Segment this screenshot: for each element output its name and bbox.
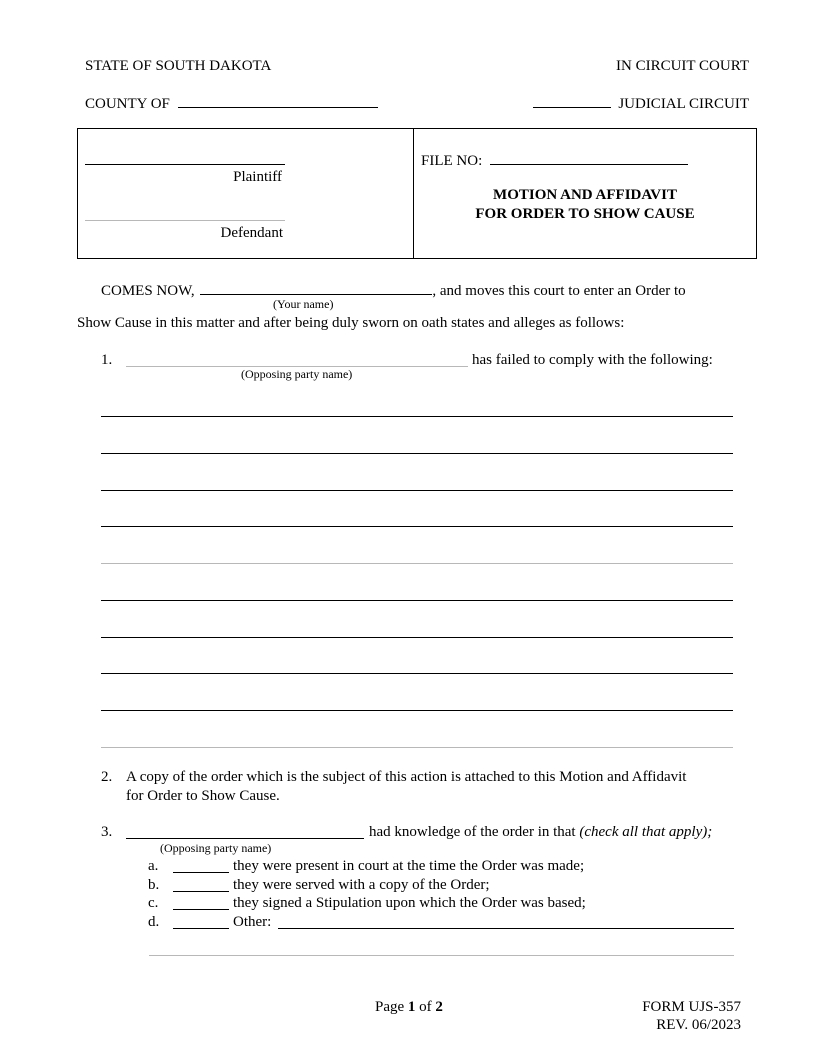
defendant-label: Defendant xyxy=(220,225,283,241)
page-word: Page xyxy=(375,999,405,1015)
file-no-field xyxy=(421,150,688,170)
circuit-field xyxy=(533,93,749,113)
option-c-text: they signed a Stipulation upon which the Order was based; xyxy=(233,895,586,911)
option-b-checkbox-blank[interactable] xyxy=(173,891,229,892)
item1-answer-line[interactable] xyxy=(101,637,733,638)
item3-instruction: (check all that apply); xyxy=(579,824,713,840)
item2-line2: for Order to Show Cause. xyxy=(126,788,280,804)
form-id: FORM UJS-357 xyxy=(642,999,741,1015)
document-title-line1: MOTION AND AFFIDAVIT xyxy=(493,187,677,203)
item1-answer-line[interactable] xyxy=(101,416,733,417)
option-a-letter: a. xyxy=(148,858,159,874)
page-of: of xyxy=(419,999,432,1015)
intro-line2: Show Cause in this matter and after being duly sworn on oath states and alleges as follows: xyxy=(77,315,625,331)
page-total: 2 xyxy=(435,999,443,1015)
state-name: STATE OF SOUTH DAKOTA xyxy=(85,58,272,74)
item1-answer-line[interactable] xyxy=(101,600,733,601)
defendant-name-blank[interactable] xyxy=(85,220,285,221)
county-field xyxy=(85,93,378,113)
item1-answer-line[interactable] xyxy=(101,747,733,748)
option-a-checkbox-blank[interactable] xyxy=(173,872,229,873)
item1-answer-line[interactable] xyxy=(101,563,733,564)
item1-number: 1. xyxy=(101,352,113,368)
item2-line1: A copy of the order which is the subject of this action is attached to this Motion and Affidavit xyxy=(126,769,687,785)
plaintiff-label: Plaintiff xyxy=(233,169,282,185)
item1-answer-line[interactable] xyxy=(101,710,733,711)
document-title-line2: FOR ORDER TO SHOW CAUSE xyxy=(475,206,695,222)
moves-court-text: , and moves this court to enter an Order to xyxy=(432,283,686,299)
item1-text: has failed to comply with the following: xyxy=(472,352,713,368)
option-d-text: Other: xyxy=(233,914,272,930)
item1-answer-line[interactable] xyxy=(101,453,733,454)
intro-line1 xyxy=(101,280,686,300)
other-detail-blank[interactable] xyxy=(278,928,734,929)
form-revision: REV. 06/2023 xyxy=(656,1017,741,1033)
your-name-hint: (Your name) xyxy=(273,297,334,311)
court-name: IN CIRCUIT COURT xyxy=(616,58,749,74)
page-number xyxy=(375,998,443,1016)
item1-answer-line[interactable] xyxy=(101,490,733,491)
item1-answer-line[interactable] xyxy=(101,673,733,674)
option-b-letter: b. xyxy=(148,877,160,893)
comes-now-text: COMES NOW, xyxy=(101,283,195,299)
option-d-letter: d. xyxy=(148,914,160,930)
item1-hint: (Opposing party name) xyxy=(241,367,353,381)
item3-text-wrap xyxy=(369,823,712,841)
other-detail-continuation-line[interactable] xyxy=(149,955,734,956)
file-no-label: FILE NO: xyxy=(421,153,483,169)
plaintiff-name-blank[interactable] xyxy=(85,164,285,165)
county-label: COUNTY OF xyxy=(85,96,170,112)
item3-party-blank[interactable] xyxy=(126,838,364,839)
your-name-blank[interactable] xyxy=(200,280,432,295)
option-c-letter: c. xyxy=(148,895,159,911)
item1-answer-line[interactable] xyxy=(101,526,733,527)
item3-number: 3. xyxy=(101,824,113,840)
option-d-checkbox-blank[interactable] xyxy=(173,928,229,929)
circuit-label: JUDICIAL CIRCUIT xyxy=(618,96,749,112)
page-current: 1 xyxy=(407,999,416,1015)
option-c-checkbox-blank[interactable] xyxy=(173,909,229,910)
option-a-text: they were present in court at the time the Order was made; xyxy=(233,858,585,874)
file-no-blank[interactable] xyxy=(490,150,688,165)
item3-text: had knowledge of the order in that xyxy=(369,824,576,840)
option-b-text: they were served with a copy of the Order; xyxy=(233,877,490,893)
county-blank[interactable] xyxy=(178,93,378,108)
circuit-number-blank[interactable] xyxy=(533,93,611,108)
item3-hint: (Opposing party name) xyxy=(160,841,272,855)
item2-number: 2. xyxy=(101,769,113,785)
